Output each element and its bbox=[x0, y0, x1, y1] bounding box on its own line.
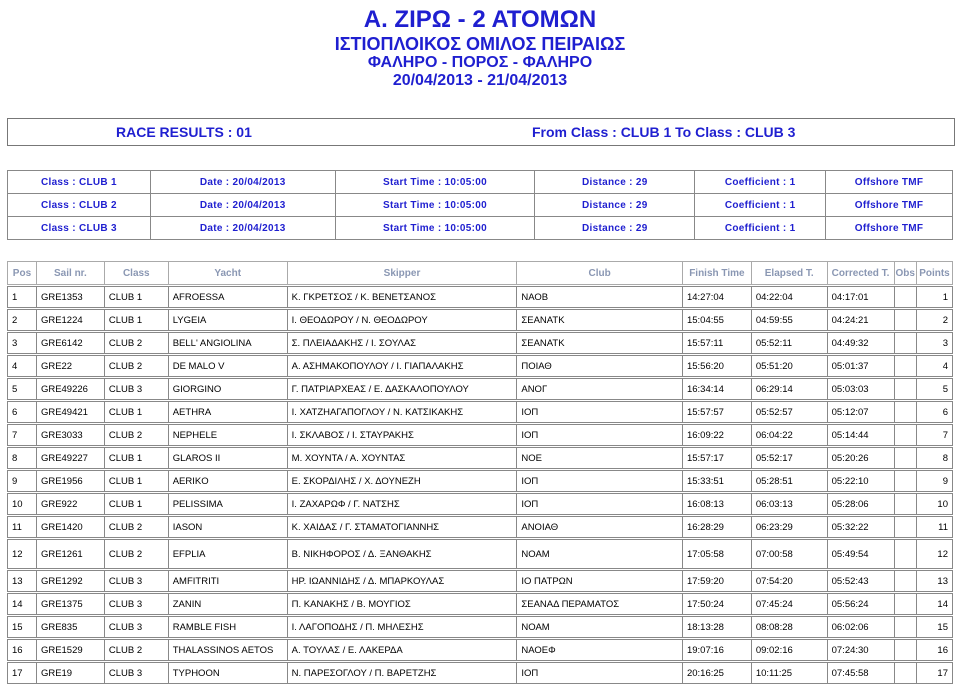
col-points: 3 bbox=[916, 333, 952, 354]
col-class: CLUB 2 bbox=[104, 333, 168, 354]
col-finish: 17:05:58 bbox=[682, 540, 751, 569]
col-elapsed: 06:29:14 bbox=[751, 379, 827, 400]
col-skipper: Ι. ΖΑΧΑΡΩΦ / Γ. ΝΑΤΣΗΣ bbox=[287, 494, 517, 515]
col-pos: 12 bbox=[8, 540, 37, 569]
col-club: ΝΑΟΒ bbox=[517, 287, 683, 308]
col-skipper: Α. ΤΟΥΛΑΣ / Ε. ΛΑΚΕΡΔΑ bbox=[287, 640, 517, 661]
club-name: ΙΣΤΙΟΠΛΟΙΚΟΣ ΟΜΙΛΟΣ ΠΕΙΡΑΙΩΣ bbox=[334, 34, 626, 54]
col-sail: GRE49227 bbox=[36, 448, 104, 469]
col-sail: GRE6142 bbox=[36, 333, 104, 354]
col-class: CLUB 1 bbox=[104, 494, 168, 515]
col-elapsed: 09:02:16 bbox=[751, 640, 827, 661]
race-dates: 20/04/2013 - 21/04/2013 bbox=[392, 72, 568, 89]
col-club: ΑΝΟΓ bbox=[517, 379, 683, 400]
col-yacht: IASON bbox=[168, 517, 287, 538]
col-yacht: ZANIN bbox=[168, 594, 287, 615]
col-sail: GRE49421 bbox=[36, 402, 104, 423]
col-pos: 17 bbox=[8, 663, 37, 684]
class-info-cell: Offshore TMF bbox=[826, 171, 953, 194]
col-skipper: Ι. ΣΚΛΑΒΟΣ / Ι. ΣΤΑΥΡΑΚΗΣ bbox=[287, 425, 517, 446]
class-info-cell: Coefficient : 1 bbox=[695, 194, 826, 217]
col-elapsed: 06:23:29 bbox=[751, 517, 827, 538]
col-corrected: 05:01:37 bbox=[827, 356, 894, 377]
col-skipper-header: Skipper bbox=[287, 262, 517, 285]
col-sail: GRE19 bbox=[36, 663, 104, 684]
class-info-row bbox=[8, 194, 953, 217]
col-obs bbox=[894, 448, 916, 469]
page-title: Α. ΖΙΡΩ - 2 ΑΤΟΜΩΝ bbox=[363, 6, 597, 33]
col-class: CLUB 3 bbox=[104, 617, 168, 638]
col-obs bbox=[894, 594, 916, 615]
col-corrected: 05:22:10 bbox=[827, 471, 894, 492]
class-info-cell: Start Time : 10:05:00 bbox=[335, 194, 535, 217]
class-info-cell: Coefficient : 1 bbox=[695, 217, 826, 240]
results-header-row bbox=[8, 262, 953, 285]
col-elapsed: 05:51:20 bbox=[751, 356, 827, 377]
col-class-header: Class bbox=[104, 262, 168, 285]
table-row bbox=[8, 540, 953, 569]
col-class: CLUB 3 bbox=[104, 379, 168, 400]
col-points: 5 bbox=[916, 379, 952, 400]
header bbox=[0, 0, 960, 90]
col-obs bbox=[894, 494, 916, 515]
col-pos: 10 bbox=[8, 494, 37, 515]
col-pos: 3 bbox=[8, 333, 37, 354]
col-sail: GRE3033 bbox=[36, 425, 104, 446]
class-info-cell: Date : 20/04/2013 bbox=[150, 194, 335, 217]
table-row bbox=[8, 356, 953, 377]
col-finish: 15:33:51 bbox=[682, 471, 751, 492]
col-class: CLUB 2 bbox=[104, 540, 168, 569]
col-finish: 15:04:55 bbox=[682, 310, 751, 331]
col-corrected: 05:03:03 bbox=[827, 379, 894, 400]
col-pos: 6 bbox=[8, 402, 37, 423]
col-sail: GRE1353 bbox=[36, 287, 104, 308]
col-finish: 20:16:25 bbox=[682, 663, 751, 684]
col-skipper: Σ. ΠΛΕΙΑΔΑΚΗΣ / Ι. ΣΟΥΛΑΣ bbox=[287, 333, 517, 354]
col-class: CLUB 1 bbox=[104, 402, 168, 423]
col-pos-header: Pos bbox=[8, 262, 37, 285]
col-elapsed-header: Elapsed T. bbox=[751, 262, 827, 285]
col-pos: 4 bbox=[8, 356, 37, 377]
table-row bbox=[8, 517, 953, 538]
col-elapsed: 06:03:13 bbox=[751, 494, 827, 515]
col-obs bbox=[894, 640, 916, 661]
col-yacht: TYPHOON bbox=[168, 663, 287, 684]
col-pos: 5 bbox=[8, 379, 37, 400]
col-elapsed: 10:11:25 bbox=[751, 663, 827, 684]
col-corrected: 07:45:58 bbox=[827, 663, 894, 684]
col-obs bbox=[894, 617, 916, 638]
table-row bbox=[8, 571, 953, 592]
table-row bbox=[8, 379, 953, 400]
col-elapsed: 06:04:22 bbox=[751, 425, 827, 446]
race-route: ΦΑΛΗΡΟ - ΠΟΡΟΣ - ΦΑΛΗΡΟ bbox=[367, 54, 593, 71]
col-points: 7 bbox=[916, 425, 952, 446]
col-club: ΙΟΠ bbox=[517, 402, 683, 423]
col-elapsed: 08:08:28 bbox=[751, 617, 827, 638]
col-points: 6 bbox=[916, 402, 952, 423]
col-yacht: AERIKO bbox=[168, 471, 287, 492]
col-class: CLUB 1 bbox=[104, 287, 168, 308]
col-sail: GRE922 bbox=[36, 494, 104, 515]
class-info-cell: Class : CLUB 3 bbox=[8, 217, 151, 240]
col-obs bbox=[894, 540, 916, 569]
col-corrected: 05:20:26 bbox=[827, 448, 894, 469]
col-corrected: 04:24:21 bbox=[827, 310, 894, 331]
col-class: CLUB 1 bbox=[104, 471, 168, 492]
class-info-cell: Distance : 29 bbox=[535, 171, 695, 194]
table-row bbox=[8, 594, 953, 615]
col-club: ΙΟΠ bbox=[517, 494, 683, 515]
col-finish: 17:59:20 bbox=[682, 571, 751, 592]
col-corrected: 05:32:22 bbox=[827, 517, 894, 538]
col-club: ΙΟΠ bbox=[517, 663, 683, 684]
col-corrected-header: Corrected T. bbox=[827, 262, 894, 285]
col-yacht: GLAROS II bbox=[168, 448, 287, 469]
col-obs bbox=[894, 379, 916, 400]
col-corrected: 07:24:30 bbox=[827, 640, 894, 661]
col-class: CLUB 2 bbox=[104, 356, 168, 377]
col-class: CLUB 3 bbox=[104, 571, 168, 592]
col-club: ΣΕΑΝΑΔ ΠΕΡΑΜΑΤΟΣ bbox=[517, 594, 683, 615]
col-points: 16 bbox=[916, 640, 952, 661]
col-elapsed: 07:54:20 bbox=[751, 571, 827, 592]
table-row bbox=[8, 471, 953, 492]
col-obs bbox=[894, 287, 916, 308]
col-corrected: 06:02:06 bbox=[827, 617, 894, 638]
col-sail: GRE49226 bbox=[36, 379, 104, 400]
col-points: 8 bbox=[916, 448, 952, 469]
col-skipper: Α. ΑΣΗΜΑΚΟΠΟΥΛΟΥ / Ι. ΓΙΑΠΑΛΑΚΗΣ bbox=[287, 356, 517, 377]
table-row bbox=[8, 287, 953, 308]
col-yacht: NEPHELE bbox=[168, 425, 287, 446]
col-corrected: 05:12:07 bbox=[827, 402, 894, 423]
col-obs bbox=[894, 310, 916, 331]
col-obs bbox=[894, 402, 916, 423]
col-skipper: Κ. ΓΚΡΕΤΣΟΣ / Κ. ΒΕΝΕΤΣΑΝΟΣ bbox=[287, 287, 517, 308]
col-sail-header: Sail nr. bbox=[36, 262, 104, 285]
col-corrected: 04:49:32 bbox=[827, 333, 894, 354]
table-row bbox=[8, 617, 953, 638]
col-obs bbox=[894, 663, 916, 684]
col-club: ΝΟΑΜ bbox=[517, 617, 683, 638]
col-points: 14 bbox=[916, 594, 952, 615]
col-finish: 16:34:14 bbox=[682, 379, 751, 400]
col-skipper: ΗΡ. ΙΩΑΝΝΙΔΗΣ / Δ. ΜΠΑΡΚΟΥΛΑΣ bbox=[287, 571, 517, 592]
class-info-cell: Offshore TMF bbox=[826, 194, 953, 217]
col-club: ΣΕΑΝΑΤΚ bbox=[517, 333, 683, 354]
race-results-label: RACE RESULTS : 01 bbox=[116, 124, 252, 140]
col-finish: 15:57:57 bbox=[682, 402, 751, 423]
col-yacht: AMFITRITI bbox=[168, 571, 287, 592]
col-sail: GRE1224 bbox=[36, 310, 104, 331]
col-class: CLUB 2 bbox=[104, 425, 168, 446]
col-skipper: Π. ΚΑΝΑΚΗΣ / Β. ΜΟΥΓΙΟΣ bbox=[287, 594, 517, 615]
class-info-cell: Offshore TMF bbox=[826, 217, 953, 240]
col-pos: 13 bbox=[8, 571, 37, 592]
col-club: ΝΟΕ bbox=[517, 448, 683, 469]
col-club: ΙΟΠ bbox=[517, 471, 683, 492]
col-yacht: RAMBLE FISH bbox=[168, 617, 287, 638]
col-finish: 15:57:17 bbox=[682, 448, 751, 469]
col-corrected: 05:28:06 bbox=[827, 494, 894, 515]
col-points: 2 bbox=[916, 310, 952, 331]
col-corrected: 05:49:54 bbox=[827, 540, 894, 569]
col-pos: 9 bbox=[8, 471, 37, 492]
col-yacht: AFROESSA bbox=[168, 287, 287, 308]
col-finish: 16:09:22 bbox=[682, 425, 751, 446]
col-sail: GRE22 bbox=[36, 356, 104, 377]
col-sail: GRE1261 bbox=[36, 540, 104, 569]
col-yacht: DE MALO V bbox=[168, 356, 287, 377]
class-info-cell: Start Time : 10:05:00 bbox=[335, 171, 535, 194]
race-results-bar bbox=[7, 118, 955, 146]
col-corrected: 05:52:43 bbox=[827, 571, 894, 592]
col-elapsed: 07:00:58 bbox=[751, 540, 827, 569]
table-row bbox=[8, 333, 953, 354]
col-skipper: Γ. ΠΑΤΡΙΑΡΧΕΑΣ / Ε. ΔΑΣΚΑΛΟΠΟΥΛΟΥ bbox=[287, 379, 517, 400]
class-info-cell: Coefficient : 1 bbox=[695, 171, 826, 194]
col-club: ΙΟΠ bbox=[517, 425, 683, 446]
col-elapsed: 04:59:55 bbox=[751, 310, 827, 331]
col-elapsed: 05:52:17 bbox=[751, 448, 827, 469]
col-skipper: Ι. ΧΑΤΖΗΑΓΑΠΟΓΛΟΥ / Ν. ΚΑΤΣΙΚΑΚΗΣ bbox=[287, 402, 517, 423]
col-corrected: 05:56:24 bbox=[827, 594, 894, 615]
col-club: ΠΟΙΑΘ bbox=[517, 356, 683, 377]
col-yacht-header: Yacht bbox=[168, 262, 287, 285]
col-club: ΝΑΟΕΦ bbox=[517, 640, 683, 661]
col-corrected: 05:14:44 bbox=[827, 425, 894, 446]
col-sail: GRE1420 bbox=[36, 517, 104, 538]
col-obs bbox=[894, 333, 916, 354]
col-yacht: PELISSIMA bbox=[168, 494, 287, 515]
col-obs bbox=[894, 571, 916, 592]
col-skipper: Β. ΝΙΚΗΦΟΡΟΣ / Δ. ΞΑΝΘΑΚΗΣ bbox=[287, 540, 517, 569]
col-pos: 11 bbox=[8, 517, 37, 538]
col-club-header: Club bbox=[517, 262, 683, 285]
col-points: 9 bbox=[916, 471, 952, 492]
class-info-cell: Distance : 29 bbox=[535, 194, 695, 217]
table-row bbox=[8, 310, 953, 331]
col-sail: GRE1292 bbox=[36, 571, 104, 592]
table-row bbox=[8, 494, 953, 515]
col-pos: 7 bbox=[8, 425, 37, 446]
class-info-cell: Date : 20/04/2013 bbox=[150, 171, 335, 194]
table-row bbox=[8, 402, 953, 423]
col-yacht: LYGEIA bbox=[168, 310, 287, 331]
col-club: ΣΕΑΝΑΤΚ bbox=[517, 310, 683, 331]
col-class: CLUB 2 bbox=[104, 517, 168, 538]
col-yacht: AETHRA bbox=[168, 402, 287, 423]
col-club: ΑΝΟΙΑΘ bbox=[517, 517, 683, 538]
col-finish: 14:27:04 bbox=[682, 287, 751, 308]
col-points: 13 bbox=[916, 571, 952, 592]
col-obs bbox=[894, 471, 916, 492]
col-obs-header: Obs bbox=[894, 262, 916, 285]
table-row bbox=[8, 663, 953, 684]
results-table bbox=[7, 261, 953, 684]
col-pos: 14 bbox=[8, 594, 37, 615]
col-pos: 8 bbox=[8, 448, 37, 469]
class-info-cell: Start Time : 10:05:00 bbox=[335, 217, 535, 240]
class-info-table bbox=[7, 170, 953, 240]
table-row bbox=[8, 448, 953, 469]
col-elapsed: 05:52:57 bbox=[751, 402, 827, 423]
class-info-row bbox=[8, 171, 953, 194]
col-class: CLUB 2 bbox=[104, 640, 168, 661]
col-elapsed: 04:22:04 bbox=[751, 287, 827, 308]
col-obs bbox=[894, 356, 916, 377]
col-points: 4 bbox=[916, 356, 952, 377]
col-corrected: 04:17:01 bbox=[827, 287, 894, 308]
col-elapsed: 05:52:11 bbox=[751, 333, 827, 354]
col-skipper: Ε. ΣΚΟΡΔΙΛΗΣ / Χ. ΔΟΥΝΕΖΗ bbox=[287, 471, 517, 492]
col-skipper: Ν. ΠΑΡΕΣΟΓΛΟΥ / Π. ΒΑΡΕΤΖΗΣ bbox=[287, 663, 517, 684]
col-class: CLUB 1 bbox=[104, 310, 168, 331]
table-row bbox=[8, 425, 953, 446]
col-points: 10 bbox=[916, 494, 952, 515]
col-finish: 16:28:29 bbox=[682, 517, 751, 538]
col-finish: 17:50:24 bbox=[682, 594, 751, 615]
col-sail: GRE1956 bbox=[36, 471, 104, 492]
class-info-row bbox=[8, 217, 953, 240]
col-finish-header: Finish Time bbox=[682, 262, 751, 285]
col-sail: GRE1529 bbox=[36, 640, 104, 661]
col-pos: 2 bbox=[8, 310, 37, 331]
col-sail: GRE835 bbox=[36, 617, 104, 638]
col-class: CLUB 3 bbox=[104, 663, 168, 684]
col-elapsed: 07:45:24 bbox=[751, 594, 827, 615]
col-pos: 15 bbox=[8, 617, 37, 638]
class-range-label: From Class : CLUB 1 To Class : CLUB 3 bbox=[532, 124, 796, 140]
col-finish: 18:13:28 bbox=[682, 617, 751, 638]
col-finish: 19:07:16 bbox=[682, 640, 751, 661]
class-info-cell: Class : CLUB 2 bbox=[8, 194, 151, 217]
col-points: 1 bbox=[916, 287, 952, 308]
col-pos: 1 bbox=[8, 287, 37, 308]
col-points-header: Points bbox=[916, 262, 952, 285]
col-skipper: Ι. ΛΑΓΟΠΟΔΗΣ / Π. ΜΗΛΕΣΗΣ bbox=[287, 617, 517, 638]
col-points: 17 bbox=[916, 663, 952, 684]
col-yacht: THALASSINOS AETOS bbox=[168, 640, 287, 661]
col-points: 15 bbox=[916, 617, 952, 638]
col-skipper: Ι. ΘΕΟΔΩΡΟΥ / Ν. ΘΕΟΔΩΡΟΥ bbox=[287, 310, 517, 331]
col-yacht: BELL' ANGIOLINA bbox=[168, 333, 287, 354]
class-info-cell: Date : 20/04/2013 bbox=[150, 217, 335, 240]
col-pos: 16 bbox=[8, 640, 37, 661]
col-class: CLUB 3 bbox=[104, 594, 168, 615]
col-club: ΙΟ ΠΑΤΡΩΝ bbox=[517, 571, 683, 592]
col-yacht: GIORGINO bbox=[168, 379, 287, 400]
col-finish: 15:56:20 bbox=[682, 356, 751, 377]
col-obs bbox=[894, 517, 916, 538]
col-finish: 15:57:11 bbox=[682, 333, 751, 354]
class-info-cell: Distance : 29 bbox=[535, 217, 695, 240]
class-info-cell: Class : CLUB 1 bbox=[8, 171, 151, 194]
col-class: CLUB 1 bbox=[104, 448, 168, 469]
col-skipper: Κ. ΧΑΙΔΑΣ / Γ. ΣΤΑΜΑΤΟΓΙΑΝΝΗΣ bbox=[287, 517, 517, 538]
col-skipper: Μ. ΧΟΥΝΤΑ / Α. ΧΟΥΝΤΑΣ bbox=[287, 448, 517, 469]
col-points: 12 bbox=[916, 540, 952, 569]
col-obs bbox=[894, 425, 916, 446]
table-row bbox=[8, 640, 953, 661]
col-finish: 16:08:13 bbox=[682, 494, 751, 515]
col-sail: GRE1375 bbox=[36, 594, 104, 615]
col-elapsed: 05:28:51 bbox=[751, 471, 827, 492]
col-yacht: EFPLIA bbox=[168, 540, 287, 569]
col-club: ΝΟΑΜ bbox=[517, 540, 683, 569]
col-points: 11 bbox=[916, 517, 952, 538]
